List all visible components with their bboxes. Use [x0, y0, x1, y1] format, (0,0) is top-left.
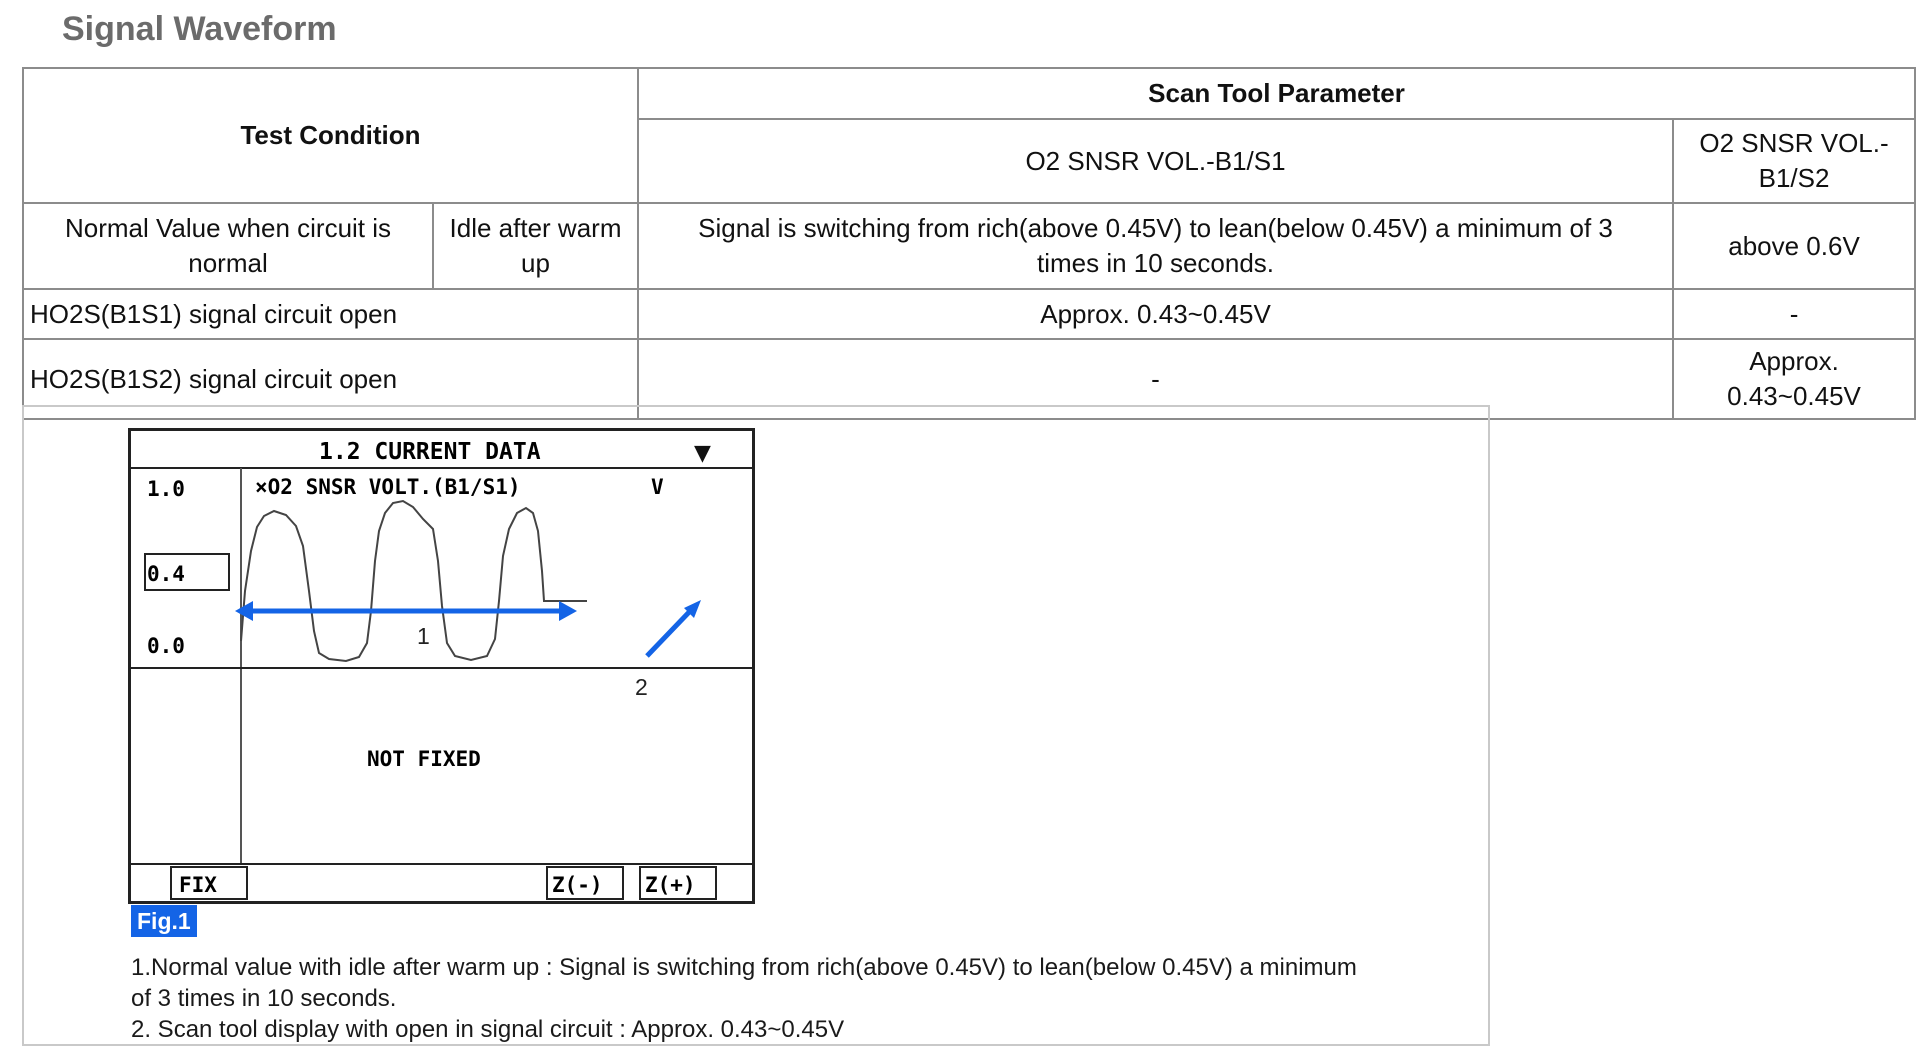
o2-sensor-waveform	[241, 501, 587, 661]
y-axis-min-label: 0.0	[147, 634, 185, 658]
note-1-line2: of 3 times in 10 seconds.	[131, 985, 397, 1012]
y-axis-max-label: 1.0	[147, 477, 185, 501]
note-1-line1: 1.Normal value with idle after warm up : Signal is switching from rich(above 0.45V) to lean(below 0.45V) a minimum	[131, 954, 1357, 981]
cell-s1-value: -	[638, 339, 1673, 419]
arrow-head-right-icon	[559, 601, 577, 621]
open-circuit-arrow	[647, 607, 694, 656]
fix-button-label: FIX	[179, 873, 217, 897]
header-test-condition: Test Condition	[23, 68, 638, 203]
header-o2-snsr-b1s2	[1673, 119, 1915, 203]
scan-tool-parameter-table	[22, 67, 1916, 420]
header-scan-tool-parameter: Scan Tool Parameter	[638, 68, 1915, 119]
cell-s1-value-line2: times in 10 seconds.	[1037, 248, 1275, 278]
fix-status-label: NOT FIXED	[367, 747, 481, 771]
table-row	[23, 289, 1915, 339]
figure-label: Fig.1	[131, 905, 197, 937]
cell-s1-value-line1: Signal is switching from rich(above 0.45V) to lean(below 0.45V) a minimum of 3	[698, 213, 1613, 243]
page-title: Signal Waveform	[62, 10, 337, 48]
header-o2-snsr-b1s1: O2 SNSR VOL.-B1/S1	[638, 119, 1673, 203]
unit-label: V	[651, 475, 664, 499]
note-2: 2. Scan tool display with open in signal circuit : Approx. 0.43~0.45V	[131, 1016, 845, 1043]
cell-sub-condition-line2: up	[521, 248, 550, 278]
cell-s1-value	[638, 203, 1673, 289]
marker-2-label: 2	[635, 674, 648, 700]
y-axis-mid-label: 0.4	[147, 562, 185, 586]
cell-condition: HO2S(B1S1) signal circuit open	[23, 289, 638, 339]
dropdown-arrow-icon[interactable]: ▼	[694, 441, 711, 466]
cell-sub-condition	[433, 203, 638, 289]
cell-s2-value: above 0.6V	[1673, 203, 1915, 289]
current-data-header: 1.2 CURRENT DATA	[319, 439, 541, 465]
table-row	[23, 203, 1915, 289]
cell-s2-value: -	[1673, 289, 1915, 339]
header-o2-snsr-b1s2-line1: O2 SNSR VOL.-	[1699, 128, 1889, 158]
parameter-label: ×O2 SNSR VOLT.(B1/S1)	[255, 475, 521, 499]
zoom-in-button-label: Z(+)	[645, 873, 696, 897]
header-o2-snsr-b1s2-line2: B1/S2	[1758, 163, 1830, 193]
marker-1-label: 1	[417, 623, 430, 649]
cell-condition-line1: Normal Value when circuit is	[64, 213, 392, 243]
cell-s1-value: Approx. 0.43~0.45V	[638, 289, 1673, 339]
cell-condition: HO2S(B1S2) signal circuit open	[23, 339, 638, 419]
cell-condition	[23, 203, 433, 289]
cell-condition-line2: normal	[188, 248, 268, 278]
zoom-out-button-label: Z(-)	[552, 873, 603, 897]
cell-s2-value: Approx. 0.43~0.45V	[1673, 339, 1915, 419]
scan-tool-display	[131, 431, 752, 901]
scan-tool-screen	[128, 428, 755, 904]
figure-notes	[131, 952, 1471, 1045]
cell-sub-condition-line1: Idle after warm	[449, 213, 622, 243]
